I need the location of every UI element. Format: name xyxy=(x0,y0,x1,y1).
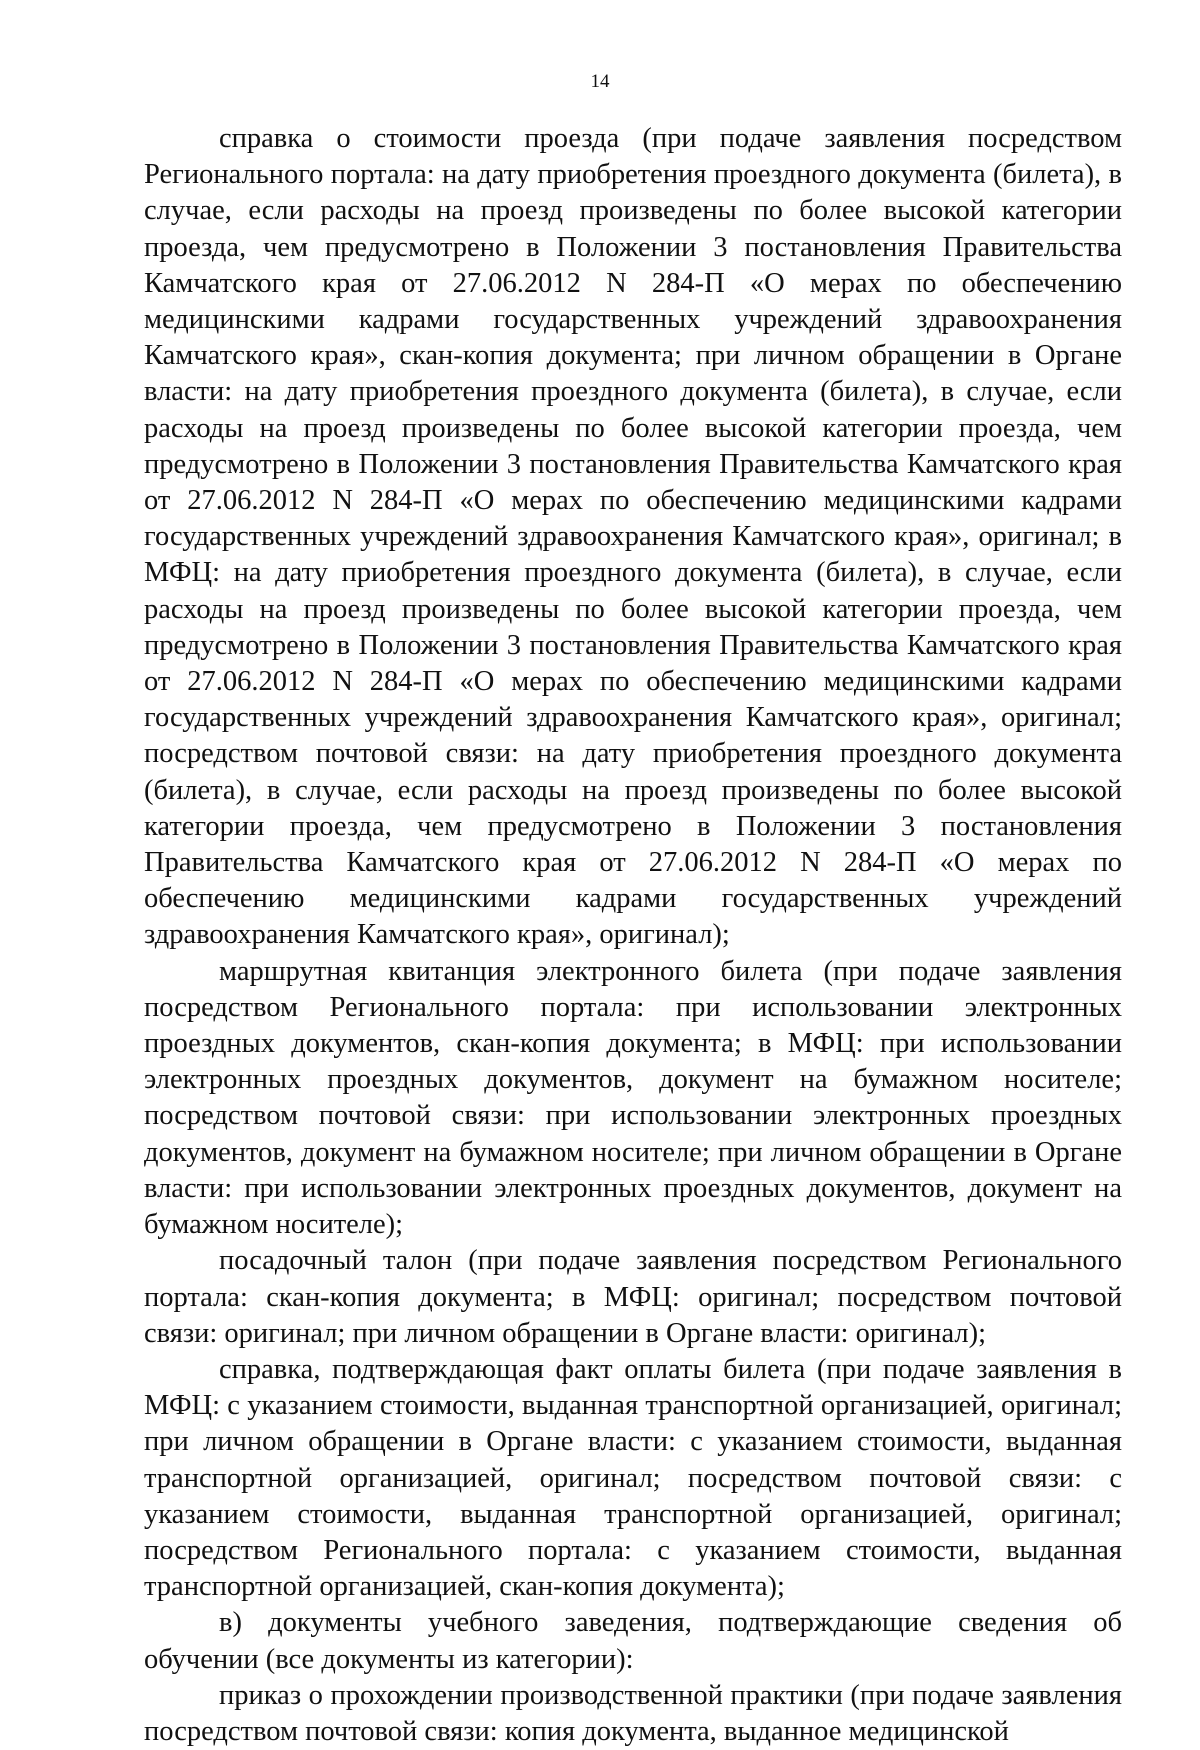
document-body xyxy=(144,121,1122,1750)
paragraph-boarding-pass: посадочный талон (при подаче заявления посредством Регионального портала: скан-копия документа; в МФЦ: оригинал; посредством почтовой связи: оригинал; при личном обращении в Органе власти: оригинал); xyxy=(144,1245,1122,1349)
paragraph-education-documents: в) документы учебного заведения, подтверждающие сведения об обучении (все документы из категории): xyxy=(144,1607,1122,1675)
paragraph-practice-order: приказ о прохождении производственной практики (при подаче заявления посредством почтовой связи: копия документа, выданное медицинской xyxy=(144,1679,1122,1747)
paragraph-e-ticket-receipt: маршрутная квитанция электронного билета (при подаче заявления посредством Регионального портала: при использовании электронных проездных документов, скан-копия документа; в МФЦ: при использовании электронных проездных документов, документ на бумажном носителе; посредством почтовой связи: при использовании электронных проездных документов, документ на бумажном носителе; при личном обращении в Органе власти: при использовании электронных проездных документов, документ на бумажном носителе); xyxy=(144,955,1122,1241)
paragraph-payment-certificate: справка, подтверждающая факт оплаты билета (при подаче заявления в МФЦ: с указанием стоимости, выданная транспортной организацией, оригинал; при личном обращении в Органе власти: с указанием стоимости, выданная транспортной организацией, оригинал; посредством почтовой связи: с указанием стоимости, выданная транспортной организацией, оригинал; посредством Регионального портала: с указанием стоимости, выданная транспортной организацией, скан-копия документа); xyxy=(144,1353,1122,1603)
paragraph-travel-cost-certificate: справка о стоимости проезда (при подаче заявления посредством Регионального портала: на дату приобретения проездного документа (билета), в случае, если расходы на проезд произведены по более высокой категории проезда, чем предусмотрено в Положении 3 постановления Правительства Камчатского края от 27.06.2012 N 284-П «О мерах по обеспечению медицинскими кадрами государственных учреждений здравоохранения Камчатского края», скан-копия документа; при личном обращении в Органе власти: на дату приобретения проездного документа (билета), в случае, если расходы на проезд произведены по более высокой категории проезда, чем предусмотрено в Положении 3 постановления Правительства Камчатского края от 27.06.2012 N 284-П «О мерах по обеспечению медицинскими кадрами государственных учреждений здравоохранения Камчатского края», оригинал; в МФЦ: на дату приобретения проездного документа (билета), в случае, если расходы на проезд произведены по более высокой категории проезда, чем предусмотрено в Положении 3 постановления Правительства Камчатского края от 27.06.2012 N 284-П «О мерах по обеспечению медицинскими кадрами государственных учреждений здравоохранения Камчатского края», оригинал; посредством почтовой связи: на дату приобретения проездного документа (билета), в случае, если расходы на проезд произведены по более высокой категории проезда, чем предусмотрено в Положении 3 постановления Правительства Камчатского края от 27.06.2012 N 284-П «О мерах по обеспечению медицинскими кадрами государственных учреждений здравоохранения Камчатского края», оригинал); xyxy=(144,123,1122,951)
page-number: 14 xyxy=(590,71,610,92)
